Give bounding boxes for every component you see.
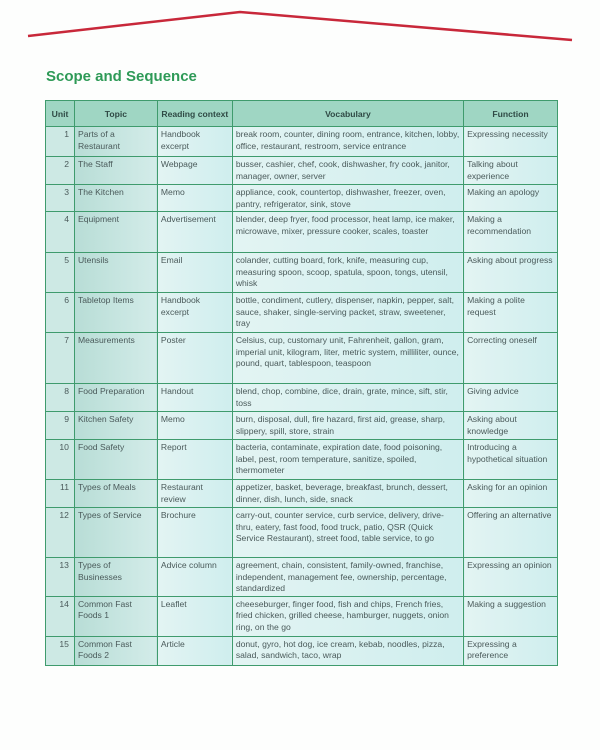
topic-cell: Types of Service: [74, 508, 157, 558]
unit-cell: 3: [46, 185, 75, 212]
table-row: [46, 480, 558, 508]
topic-cell: The Kitchen: [74, 185, 157, 212]
reading-context-cell: Handbook excerpt: [157, 127, 232, 157]
unit-cell: 13: [46, 558, 75, 597]
function-cell: Making an apology: [464, 185, 558, 212]
topic-cell: Common Fast Foods 1: [74, 596, 157, 636]
function-cell: Offering an alternative: [464, 508, 558, 558]
header-unit: Unit: [46, 101, 75, 127]
vocabulary-cell: cheeseburger, finger food, fish and chips, French fries, fried chicken, grilled cheese, hamburger, nuggets, onion ring, on the go: [232, 596, 463, 636]
function-cell: Talking about experience: [464, 157, 558, 185]
table-row: [46, 127, 558, 157]
function-cell: Expressing necessity: [464, 127, 558, 157]
reading-context-cell: Advertisement: [157, 212, 232, 253]
unit-cell: 9: [46, 412, 75, 440]
reading-context-cell: Webpage: [157, 157, 232, 185]
topic-cell: Types of Businesses: [74, 558, 157, 597]
table-row: [46, 384, 558, 412]
vocabulary-cell: bottle, condiment, cutlery, dispenser, napkin, pepper, salt, sauce, shaker, single-serving packet, straw, sweetener, tray: [232, 293, 463, 333]
unit-cell: 12: [46, 508, 75, 558]
table-row: [46, 253, 558, 293]
reading-context-cell: Email: [157, 253, 232, 293]
vocabulary-cell: blender, deep fryer, food processor, heat lamp, ice maker, microwave, mixer, pressure cooker, scales, toaster: [232, 212, 463, 253]
function-cell: Introducing a hypothetical situation: [464, 440, 558, 480]
vocabulary-cell: donut, gyro, hot dog, ice cream, kebab, noodles, pizza, salad, sandwich, taco, wrap: [232, 636, 463, 665]
reading-context-cell: Poster: [157, 333, 232, 384]
header-vocabulary: Vocabulary: [232, 101, 463, 127]
vocabulary-cell: appliance, cook, countertop, dishwasher, freezer, oven, pantry, refrigerator, sink, stove: [232, 185, 463, 212]
unit-cell: 11: [46, 480, 75, 508]
topic-cell: Utensils: [74, 253, 157, 293]
decorative-red-line: [0, 0, 600, 60]
vocabulary-cell: busser, cashier, chef, cook, dishwasher, fry cook, janitor, manager, owner, server: [232, 157, 463, 185]
topic-cell: Food Preparation: [74, 384, 157, 412]
page-title: Scope and Sequence: [46, 68, 197, 85]
scope-sequence-table: [45, 100, 558, 666]
reading-context-cell: Memo: [157, 185, 232, 212]
header-function: Function: [464, 101, 558, 127]
function-cell: Correcting oneself: [464, 333, 558, 384]
function-cell: Asking about progress: [464, 253, 558, 293]
table-row: [46, 293, 558, 333]
topic-cell: Food Safety: [74, 440, 157, 480]
table-row: [46, 212, 558, 253]
table-row: [46, 185, 558, 212]
function-cell: Expressing a preference: [464, 636, 558, 665]
function-cell: Asking about knowledge: [464, 412, 558, 440]
topic-cell: Common Fast Foods 2: [74, 636, 157, 665]
table-row: [46, 558, 558, 597]
header-reading-context: Reading context: [157, 101, 232, 127]
topic-cell: Measurements: [74, 333, 157, 384]
unit-cell: 14: [46, 596, 75, 636]
topic-cell: The Staff: [74, 157, 157, 185]
header-topic: Topic: [74, 101, 157, 127]
function-cell: Making a suggestion: [464, 596, 558, 636]
unit-cell: 5: [46, 253, 75, 293]
unit-cell: 15: [46, 636, 75, 665]
unit-cell: 4: [46, 212, 75, 253]
unit-cell: 7: [46, 333, 75, 384]
reading-context-cell: Advice column: [157, 558, 232, 597]
table-row: [46, 636, 558, 665]
topic-cell: Types of Meals: [74, 480, 157, 508]
reading-context-cell: Handout: [157, 384, 232, 412]
vocabulary-cell: colander, cutting board, fork, knife, measuring cup, measuring spoon, scoop, spatula, spoon, tongs, utensil, whisk: [232, 253, 463, 293]
vocabulary-cell: Celsius, cup, customary unit, Fahrenheit, gallon, gram, imperial unit, kilogram, liter, metric system, milliliter, ounce, pound, quart, tablespoon, teaspoon: [232, 333, 463, 384]
table-row: [46, 440, 558, 480]
reading-context-cell: Article: [157, 636, 232, 665]
vocabulary-cell: break room, counter, dining room, entrance, kitchen, lobby, office, restaurant, restroom, service entrance: [232, 127, 463, 157]
table-row: [46, 412, 558, 440]
reading-context-cell: Report: [157, 440, 232, 480]
table-row: [46, 596, 558, 636]
reading-context-cell: Handbook excerpt: [157, 293, 232, 333]
vocabulary-cell: carry-out, counter service, curb service, delivery, drive-thru, eatery, fast food, food truck, patio, QSR (Quick Service Restaurant), street food, table service, to go: [232, 508, 463, 558]
function-cell: Expressing an opinion: [464, 558, 558, 597]
reading-context-cell: Memo: [157, 412, 232, 440]
unit-cell: 10: [46, 440, 75, 480]
vocabulary-cell: agreement, chain, consistent, family-owned, franchise, independent, management fee, ownership, percentage, standardized: [232, 558, 463, 597]
unit-cell: 1: [46, 127, 75, 157]
topic-cell: Equipment: [74, 212, 157, 253]
vocabulary-cell: appetizer, basket, beverage, breakfast, brunch, dessert, dinner, dish, lunch, side, snack: [232, 480, 463, 508]
reading-context-cell: Brochure: [157, 508, 232, 558]
unit-cell: 2: [46, 157, 75, 185]
reading-context-cell: Leaflet: [157, 596, 232, 636]
function-cell: Giving advice: [464, 384, 558, 412]
vocabulary-cell: blend, chop, combine, dice, drain, grate, mince, sift, stir, toss: [232, 384, 463, 412]
topic-cell: Parts of a Restaurant: [74, 127, 157, 157]
unit-cell: 8: [46, 384, 75, 412]
table-header-row: [46, 101, 558, 127]
topic-cell: Tabletop Items: [74, 293, 157, 333]
table-row: [46, 508, 558, 558]
table-row: [46, 157, 558, 185]
vocabulary-cell: bacteria, contaminate, expiration date, food poisoning, label, pest, room temperature, sanitize, spoiled, thermometer: [232, 440, 463, 480]
function-cell: Making a recommendation: [464, 212, 558, 253]
vocabulary-cell: burn, disposal, dull, fire hazard, first aid, grease, sharp, slippery, spill, store, strain: [232, 412, 463, 440]
table-row: [46, 333, 558, 384]
function-cell: Asking for an opinion: [464, 480, 558, 508]
reading-context-cell: Restaurant review: [157, 480, 232, 508]
function-cell: Making a polite request: [464, 293, 558, 333]
topic-cell: Kitchen Safety: [74, 412, 157, 440]
unit-cell: 6: [46, 293, 75, 333]
